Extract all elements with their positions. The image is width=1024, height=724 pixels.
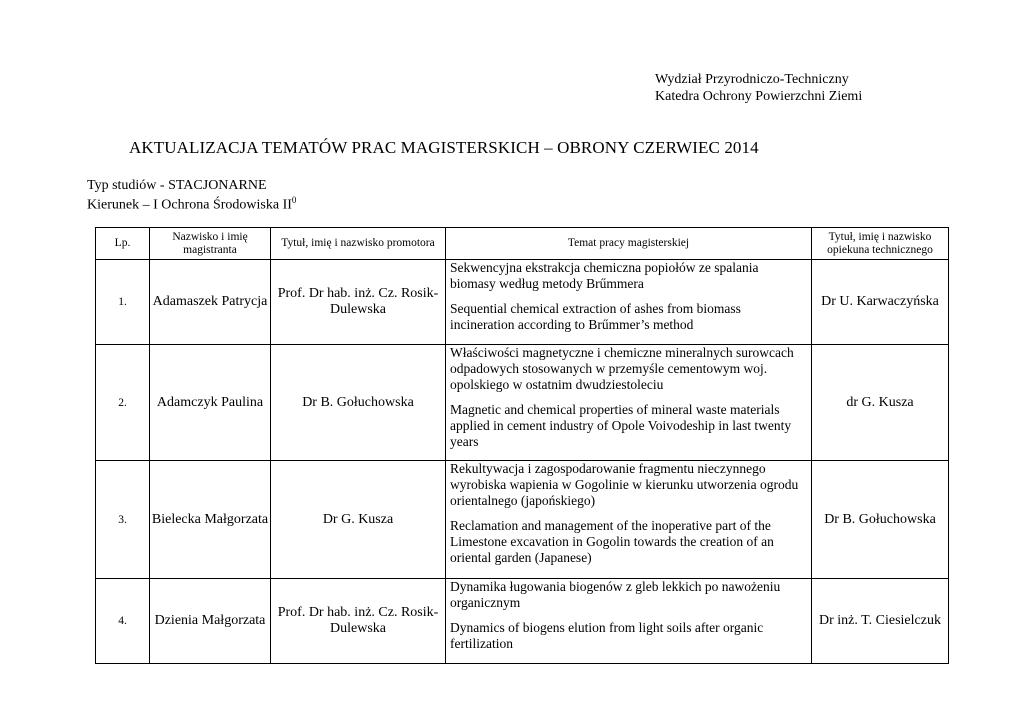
row-tech: dr G. Kusza [812, 345, 949, 461]
header-topic: Temat pracy magisterskiej [446, 228, 812, 260]
row-tech: Dr inż. T. Ciesielczuk [812, 579, 949, 664]
row-lp: 1. [96, 260, 150, 345]
topic-en: Magnetic and chemical properties of mineral waste materials applied in cement industry of Opole Voivodeship in last twenty years [450, 402, 792, 449]
row-topic [446, 345, 812, 461]
row-lp: 4. [96, 579, 150, 664]
row-tech: Dr U. Karwaczyńska [812, 260, 949, 345]
row-lp: 3. [96, 461, 150, 579]
row-supervisor: Dr B. Gołuchowska [271, 345, 446, 461]
row-supervisor: Prof. Dr hab. inż. Cz. Rosik-Dulewska [271, 260, 446, 345]
department-name: Katedra Ochrony Powierzchni Ziemi [655, 89, 863, 104]
topic-en: Reclamation and management of the inoperative part of the Limestone excavation in Gogolin towards the creation of an oriental garden (Japanese) [450, 518, 774, 565]
header-tech: Tytuł, imię i nazwisko opiekuna technicznego [812, 228, 949, 260]
topic-pl: Właściwości magnetyczne i chemiczne mineralnych surowcach odpadowych stosowanych w przemyśle cementowym woj. opolskiego w ostatnim dwudziestoleciu [450, 345, 794, 392]
topic-pl: Sekwencyjna ekstrakcja chemiczna popiołów ze spalania biomasy według metody Brűmmera [450, 260, 759, 291]
study-meta [87, 178, 296, 213]
row-tech: Dr B. Gołuchowska [812, 461, 949, 579]
table-row [96, 260, 949, 345]
row-topic [446, 579, 812, 664]
row-supervisor: Dr G. Kusza [271, 461, 446, 579]
row-topic [446, 260, 812, 345]
page-title: AKTUALIZACJA TEMATÓW PRAC MAGISTERSKICH – OBRONY CZERWIEC 2014 [129, 138, 759, 157]
row-student: Bielecka Małgorzata [150, 461, 271, 579]
row-lp: 2. [96, 345, 150, 461]
faculty-header [655, 71, 862, 105]
topic-en: Sequential chemical extraction of ashes from biomass incineration according to Brűmmer’s method [450, 301, 741, 332]
row-student: Dzienia Małgorzata [150, 579, 271, 664]
faculty-name: Wydział Przyrodniczo-Techniczny [655, 72, 849, 87]
row-student: Adamaszek Patrycja [150, 260, 271, 345]
theses-table [95, 227, 949, 664]
row-student: Adamczyk Paulina [150, 345, 271, 461]
topic-pl: Rekultywacja i zagospodarowanie fragmentu nieczynnego wyrobiska wapienia w Gogolinie w kierunku utworzenia ogrodu orientalnego (japońskiego) [450, 461, 799, 508]
row-supervisor: Prof. Dr hab. inż. Cz. Rosik-Dulewska [271, 579, 446, 664]
row-topic [446, 461, 812, 579]
table-row [96, 345, 949, 461]
table-row [96, 579, 949, 664]
header-student: Nazwisko i imię magistranta [150, 228, 271, 260]
header-lp: Lp. [96, 228, 150, 260]
table-row [96, 461, 949, 579]
topic-en: Dynamics of biogens elution from light soils after organic fertilization [450, 620, 764, 651]
study-type: Typ studiów - STACJONARNE [87, 178, 267, 193]
topic-pl: Dynamika ługowania biogenów z gleb lekkich po nawożeniu organicznym [450, 579, 781, 610]
header-supervisor: Tytuł, imię i nazwisko promotora [271, 228, 446, 260]
study-field: Kierunek – I Ochrona Środowiska $II^0$ [87, 195, 297, 213]
table-header-row [96, 228, 949, 260]
study-field-sup: 0 [291, 195, 297, 205]
